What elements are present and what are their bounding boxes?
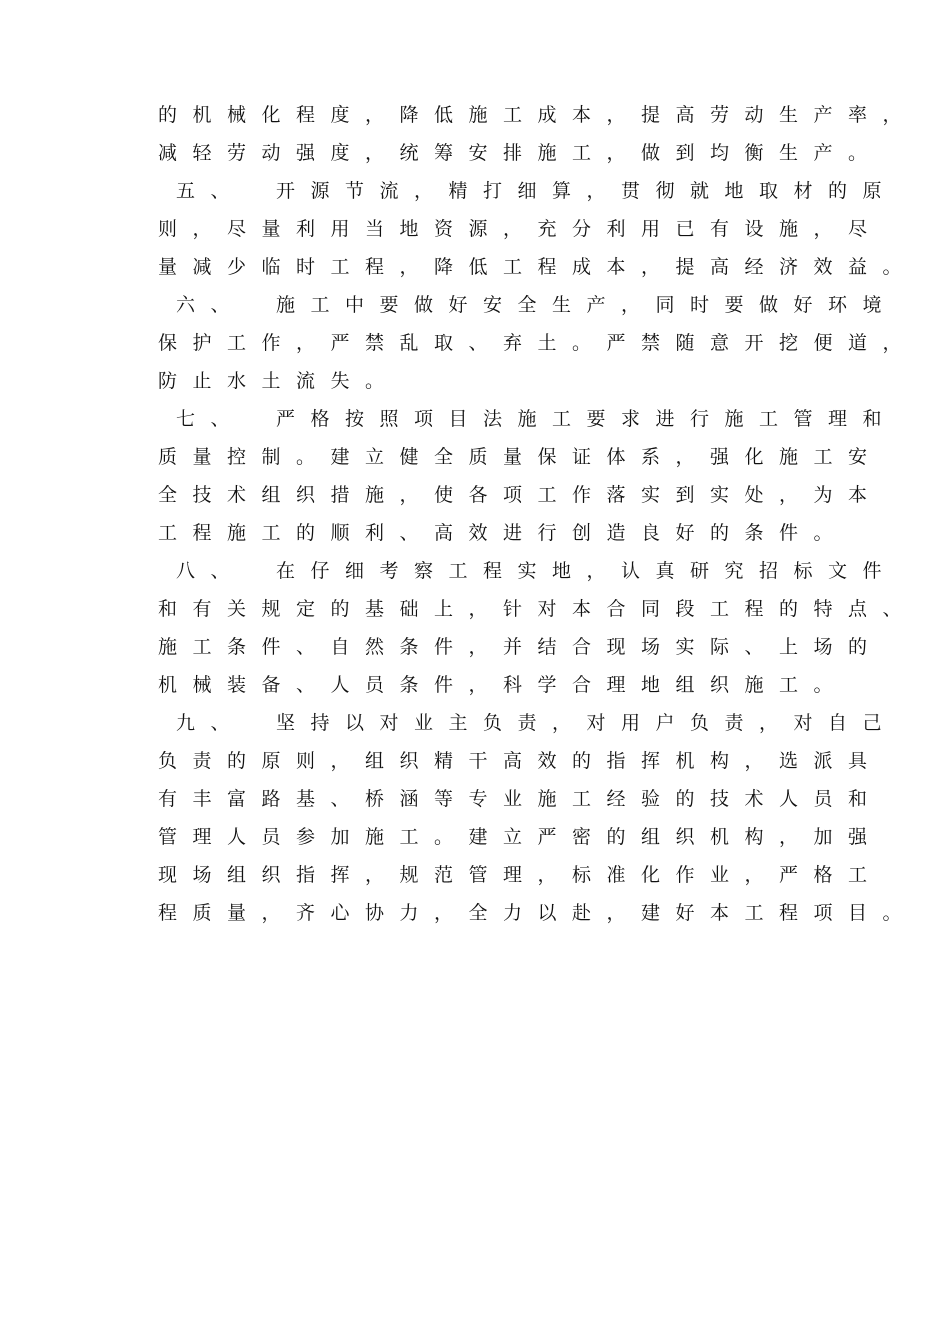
item-marker: 五、 [176,180,246,202]
line-text: 质量控制。建立健全质量保证体系，强化施工安 [158,446,883,468]
text-line [158,818,898,856]
body-text [158,96,918,932]
item-5-first-line [158,172,898,210]
item-8-first-line [158,552,898,590]
line-text: 施工条件、自然条件，并结合现场实际、上场的 [158,636,883,658]
line-text: 负责的原则，组织精干高效的指挥机构，选派具 [158,750,883,772]
item-marker: 九、 [176,712,246,734]
text-line [158,210,898,248]
line-text: 严格按照项目法施工要求进行施工管理和 [276,408,898,430]
line-text: 保护工作，严禁乱取、弃土。严禁随意开挖便道， [158,332,918,354]
line-text: 现场组织指挥，规范管理，标准化作业，严格工 [158,864,883,886]
text-line [158,438,898,476]
text-line [158,742,898,780]
item-marker: 八、 [176,560,246,582]
line-text: 程质量，齐心协力，全力以赴，建好本工程项目。 [158,902,918,924]
text-line [158,590,918,628]
line-text: 则，尽量利用当地资源，充分利用已有设施，尽 [158,218,883,240]
item-7-first-line [158,400,898,438]
line-text: 全技术组织措施，使各项工作落实到实处，为本 [158,484,883,506]
item-marker: 六、 [176,294,246,316]
text-line [158,780,898,818]
text-line [158,476,898,514]
line-text: 管理人员参加施工。建立严密的组织机构，加强 [158,826,883,848]
item-6-first-line [158,286,898,324]
text-line [158,514,898,552]
line-text: 机械装备、人员条件，科学合理地组织施工。 [158,674,849,696]
line-text: 工程施工的顺利、高效进行创造良好的条件。 [158,522,849,544]
text-line [158,134,898,172]
line-text: 的机械化程度，降低施工成本，提高劳动生产率， [158,104,918,126]
item-9-first-line [158,704,898,742]
line-text: 开源节流，精打细算，贯彻就地取材的原 [276,180,898,202]
line-text: 在仔细考察工程实地，认真研究招标文件 [276,560,898,582]
text-line [158,248,918,286]
line-text: 有丰富路基、桥涵等专业施工经验的技术人员和 [158,788,883,810]
text-line [158,96,918,134]
line-text: 施工中要做好安全生产，同时要做好环境 [276,294,898,316]
line-text: 防止水土流失。 [158,370,400,392]
text-line [158,894,918,932]
item-marker: 七、 [176,408,246,430]
text-line [158,666,898,704]
text-line [158,324,918,362]
line-text: 和有关规定的基础上，针对本合同段工程的特点、 [158,598,918,620]
line-text: 坚持以对业主负责，对用户负责，对自己 [276,712,898,734]
text-line [158,628,898,666]
line-text: 减轻劳动强度，统筹安排施工，做到均衡生产。 [158,142,883,164]
text-line [158,856,898,894]
text-line [158,362,898,400]
line-text: 量减少临时工程，降低工程成本，提高经济效益。 [158,256,918,278]
